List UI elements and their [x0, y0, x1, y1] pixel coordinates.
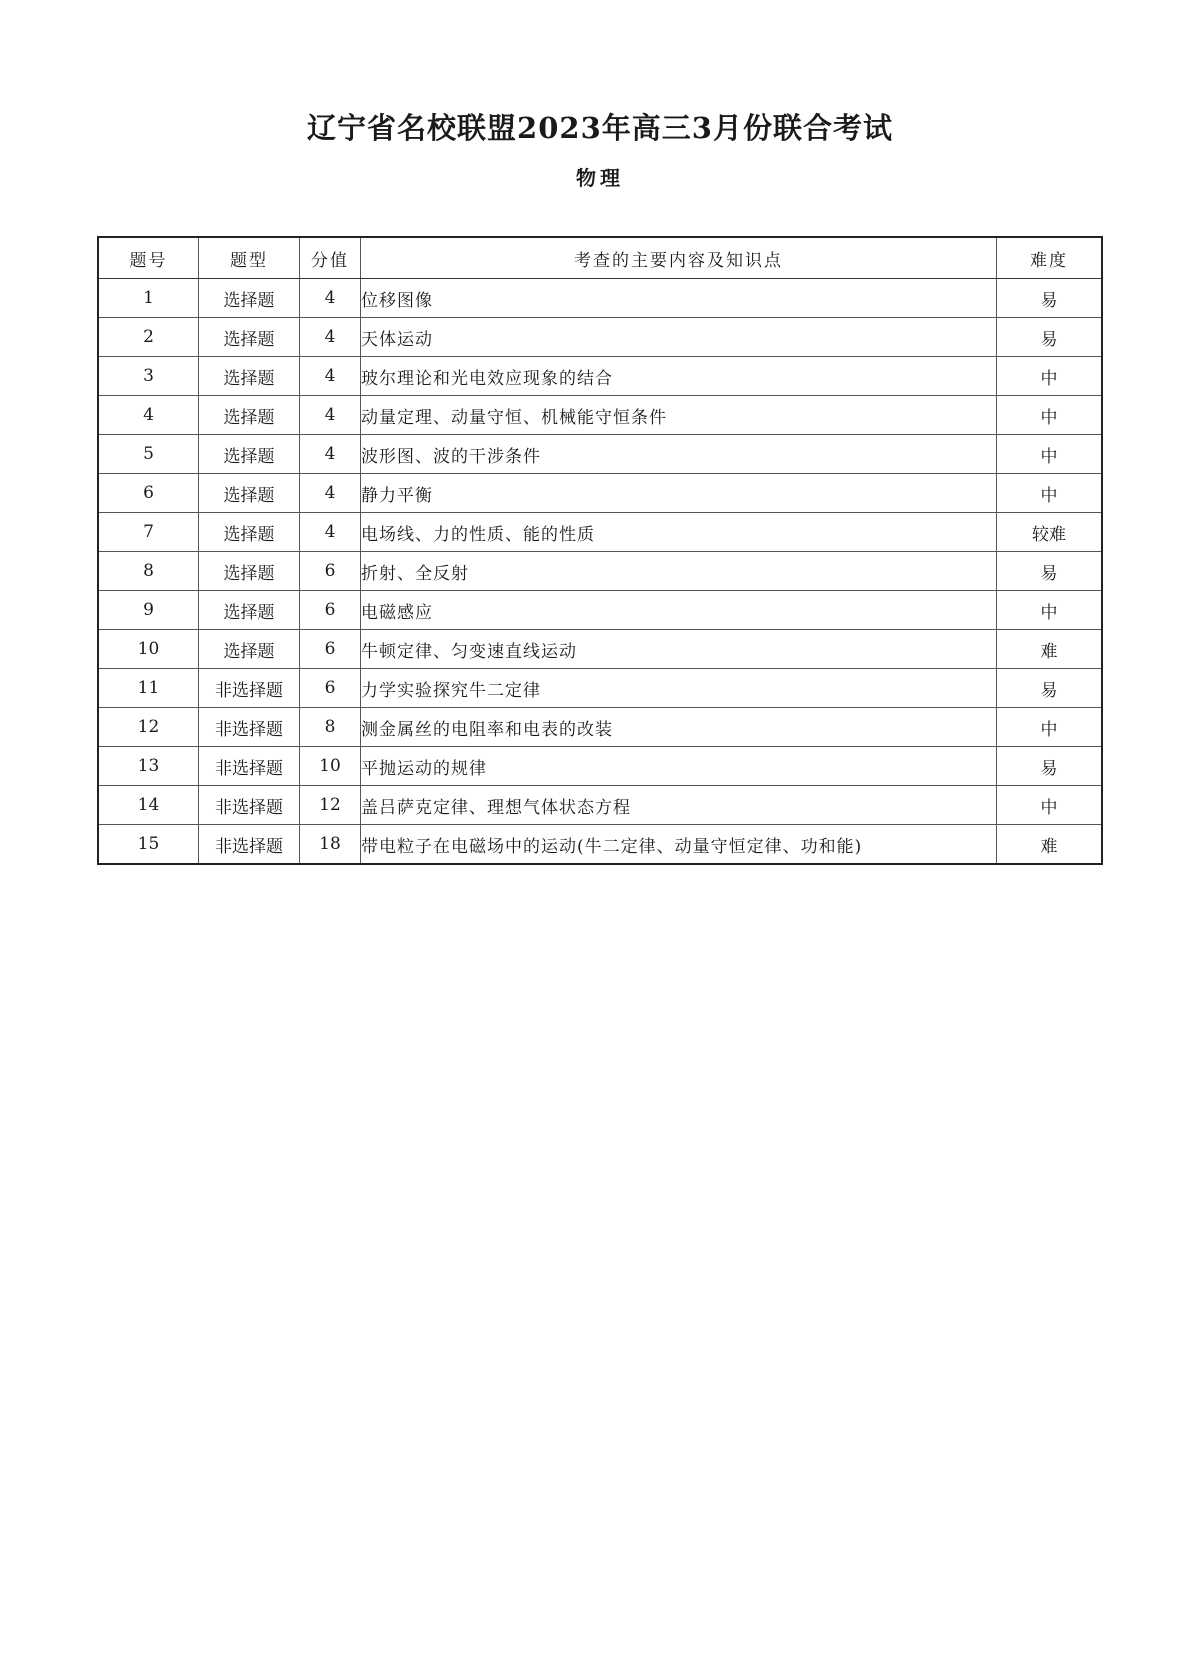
table-row — [98, 396, 1102, 435]
table-row — [98, 318, 1102, 357]
question-number-cell: 13 — [98, 747, 199, 786]
column-header-number: 题号 — [98, 237, 199, 279]
content-cell: 电场线、力的性质、能的性质 — [361, 513, 997, 552]
score-cell: 8 — [300, 708, 361, 747]
content-cell: 力学实验探究牛二定律 — [361, 669, 997, 708]
question-number-cell: 14 — [98, 786, 199, 825]
content-cell: 牛顿定律、匀变速直线运动 — [361, 630, 997, 669]
difficulty-cell: 易 — [997, 669, 1103, 708]
question-number-cell: 5 — [98, 435, 199, 474]
question-type-cell: 选择题 — [199, 630, 300, 669]
content-cell: 测金属丝的电阻率和电表的改装 — [361, 708, 997, 747]
table-header-row — [98, 237, 1102, 279]
question-number-cell: 11 — [98, 669, 199, 708]
content-cell: 天体运动 — [361, 318, 997, 357]
question-number-cell: 8 — [98, 552, 199, 591]
content-cell: 玻尔理论和光电效应现象的结合 — [361, 357, 997, 396]
exam-spec-table — [97, 236, 1103, 865]
question-number-cell: 4 — [98, 396, 199, 435]
difficulty-cell: 易 — [997, 552, 1103, 591]
difficulty-cell: 易 — [997, 318, 1103, 357]
table-row — [98, 435, 1102, 474]
table-row — [98, 708, 1102, 747]
score-cell: 4 — [300, 357, 361, 396]
score-cell: 4 — [300, 318, 361, 357]
column-header-difficulty: 难度 — [997, 237, 1103, 279]
question-type-cell: 非选择题 — [199, 825, 300, 865]
table-row — [98, 825, 1102, 865]
question-type-cell: 非选择题 — [199, 747, 300, 786]
table-row — [98, 591, 1102, 630]
difficulty-cell: 难 — [997, 630, 1103, 669]
question-type-cell: 选择题 — [199, 396, 300, 435]
table-row — [98, 552, 1102, 591]
content-cell: 带电粒子在电磁场中的运动(牛二定律、动量守恒定律、功和能) — [361, 825, 997, 865]
question-number-cell: 9 — [98, 591, 199, 630]
score-cell: 4 — [300, 396, 361, 435]
subject-label: 物理 — [576, 166, 624, 190]
difficulty-cell: 中 — [997, 708, 1103, 747]
score-cell: 10 — [300, 747, 361, 786]
difficulty-cell: 中 — [997, 357, 1103, 396]
table-row — [98, 279, 1102, 318]
table-row — [98, 786, 1102, 825]
question-type-cell: 选择题 — [199, 513, 300, 552]
content-cell: 平抛运动的规律 — [361, 747, 997, 786]
difficulty-cell: 易 — [997, 279, 1103, 318]
table-row — [98, 513, 1102, 552]
difficulty-cell: 中 — [997, 474, 1103, 513]
table-row — [98, 747, 1102, 786]
table-row — [98, 357, 1102, 396]
score-cell: 6 — [300, 669, 361, 708]
content-cell: 波形图、波的干涉条件 — [361, 435, 997, 474]
difficulty-cell: 中 — [997, 786, 1103, 825]
score-cell: 6 — [300, 630, 361, 669]
content-cell: 折射、全反射 — [361, 552, 997, 591]
question-number-cell: 3 — [98, 357, 199, 396]
question-type-cell: 非选择题 — [199, 669, 300, 708]
content-cell: 电磁感应 — [361, 591, 997, 630]
question-type-cell: 选择题 — [199, 279, 300, 318]
score-cell: 4 — [300, 474, 361, 513]
question-number-cell: 1 — [98, 279, 199, 318]
column-header-content: 考查的主要内容及知识点 — [361, 237, 997, 279]
difficulty-cell: 中 — [997, 591, 1103, 630]
score-cell: 4 — [300, 513, 361, 552]
question-number-cell: 2 — [98, 318, 199, 357]
question-number-cell: 12 — [98, 708, 199, 747]
difficulty-cell: 易 — [997, 747, 1103, 786]
column-header-type: 题型 — [199, 237, 300, 279]
table-row — [98, 669, 1102, 708]
difficulty-cell: 难 — [997, 825, 1103, 865]
question-type-cell: 选择题 — [199, 552, 300, 591]
question-type-cell: 选择题 — [199, 318, 300, 357]
content-cell: 盖吕萨克定律、理想气体状态方程 — [361, 786, 997, 825]
question-number-cell: 6 — [98, 474, 199, 513]
score-cell: 12 — [300, 786, 361, 825]
difficulty-cell: 中 — [997, 396, 1103, 435]
score-cell: 4 — [300, 435, 361, 474]
score-cell: 18 — [300, 825, 361, 865]
score-cell: 6 — [300, 591, 361, 630]
page-title: 辽宁省名校联盟2023年高三3月份联合考试 — [307, 111, 893, 145]
question-type-cell: 选择题 — [199, 435, 300, 474]
difficulty-cell: 较难 — [997, 513, 1103, 552]
content-cell: 动量定理、动量守恒、机械能守恒条件 — [361, 396, 997, 435]
question-type-cell: 选择题 — [199, 357, 300, 396]
score-cell: 6 — [300, 552, 361, 591]
question-type-cell: 非选择题 — [199, 786, 300, 825]
content-cell: 位移图像 — [361, 279, 997, 318]
question-type-cell: 选择题 — [199, 591, 300, 630]
difficulty-cell: 中 — [997, 435, 1103, 474]
question-number-cell: 15 — [98, 825, 199, 865]
question-number-cell: 7 — [98, 513, 199, 552]
table-row — [98, 474, 1102, 513]
column-header-score: 分值 — [300, 237, 361, 279]
content-cell: 静力平衡 — [361, 474, 997, 513]
score-cell: 4 — [300, 279, 361, 318]
question-number-cell: 10 — [98, 630, 199, 669]
table-row — [98, 630, 1102, 669]
question-type-cell: 非选择题 — [199, 708, 300, 747]
question-type-cell: 选择题 — [199, 474, 300, 513]
